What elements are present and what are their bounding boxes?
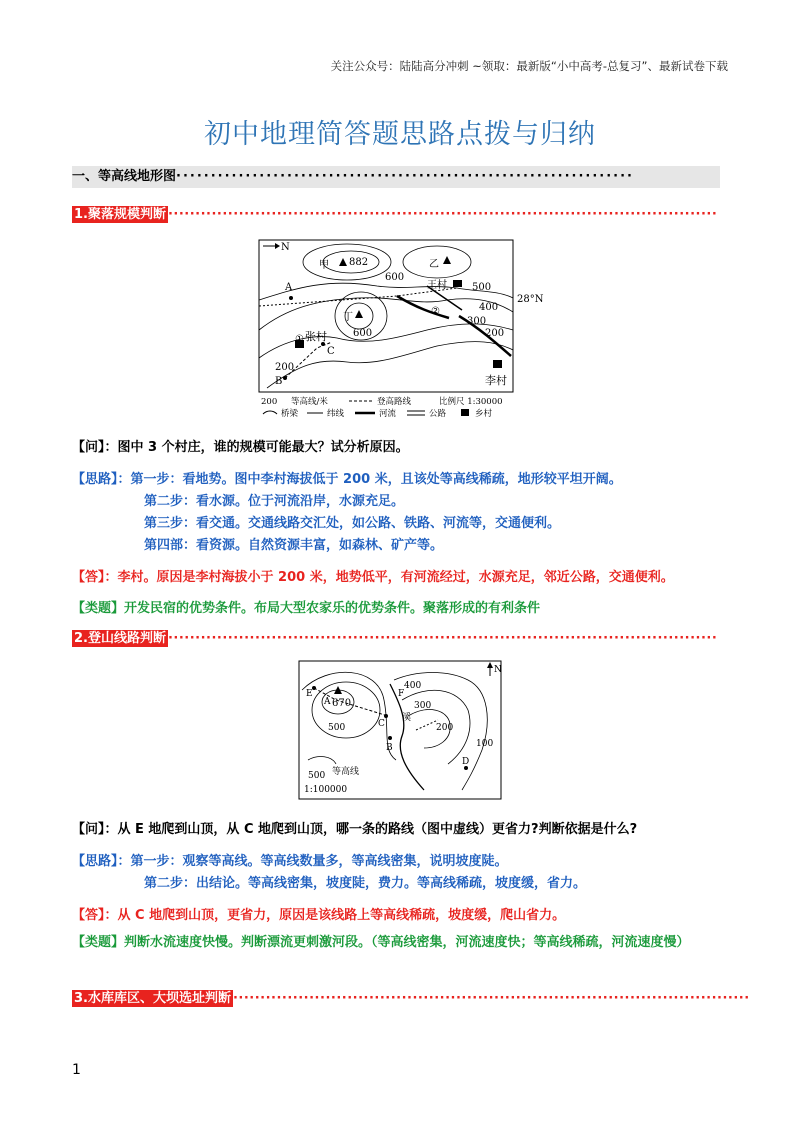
- map2-stream: 溪: [402, 713, 412, 723]
- legend-route: 登高路线: [377, 397, 412, 407]
- map-label-600a: 600: [385, 272, 405, 283]
- answer-2: 【答】：从 C 地爬到山顶，更省力，原因是该线路上等高线稀疏，坡度缓，爬山省力。: [72, 908, 566, 923]
- page-title: 初中地理简答题思路点拨与归纳: [204, 119, 596, 150]
- legend-200: 200: [261, 397, 278, 407]
- map-label-li: 李村: [485, 374, 507, 387]
- map2-100: 100: [476, 739, 494, 749]
- map-label-circ2: ②: [431, 306, 440, 317]
- map-label-b: B: [275, 376, 283, 387]
- map2-400: 400: [404, 681, 422, 691]
- step-2-2: 第二步：出结论。等高线密集，坡度陡，费力。等高线稀疏，坡度缓，省力。: [144, 876, 587, 891]
- thinking-label: 【思路】：: [72, 472, 131, 487]
- route-contour-map: [298, 660, 502, 800]
- map-label-200a: 200: [485, 328, 505, 339]
- subheading-label: 3.水库库区、大坝选址判断: [74, 991, 231, 1006]
- map-label-c: C: [327, 346, 335, 357]
- map2-north: N: [494, 665, 502, 675]
- map2-scale: 1:100000: [304, 785, 348, 795]
- subheading-label: 1.聚落规模判断: [74, 207, 166, 222]
- map-label-400: 400: [479, 302, 499, 313]
- map2-c: C: [378, 719, 385, 729]
- map-label-300: 300: [467, 316, 487, 327]
- map2-500: 500: [328, 723, 346, 733]
- map2-d: D: [462, 757, 470, 767]
- step-2-1: 第一步：观察等高线。等高线数量多，等高线密集，说明坡度陡。: [130, 854, 508, 869]
- thinking-label: 【思路】：: [72, 854, 131, 869]
- peak-icon: [339, 258, 347, 266]
- map2-f: F: [398, 689, 405, 699]
- map-label-882: 882: [349, 257, 369, 268]
- section-heading-text: 一、等高线地形图: [72, 169, 177, 184]
- map2-200: 200: [436, 723, 454, 733]
- step-1-3: 第三步：看交通。交通线路交汇处，如公路、铁路、河流等，交通便利。: [144, 516, 561, 531]
- question-2: 【问】：从 E 地爬到山顶，从 C 地爬到山顶，哪一条的路线（图中虚线）更省力?判断依据是什么?: [72, 822, 638, 837]
- map2-legend-txt: 等高线: [332, 767, 360, 777]
- section-heading-contour: 一、等高线地形图··································································: [72, 166, 720, 188]
- legend-bridge: 桥梁: [281, 409, 299, 419]
- map2-b: B: [386, 743, 393, 753]
- legend-scale: 比例尺 1:30000: [439, 397, 503, 407]
- map-label-yi: 乙: [429, 259, 439, 270]
- page-number: 1: [72, 1062, 81, 1078]
- map-label-wang: 王村: [427, 280, 447, 291]
- legend-contour: 等高线/米: [291, 397, 328, 407]
- subheading-label: 2.登山线路判断: [74, 631, 166, 646]
- map-label-600b: 600: [353, 328, 373, 339]
- legend-latline: 纬线: [327, 409, 345, 419]
- map-label-ding: 丁: [343, 312, 353, 323]
- subheading-reservoir: 3.水库库区、大坝选址判断 ·······························································································: [74, 991, 750, 1006]
- map-label-jia: 甲: [319, 260, 329, 271]
- step-1-1: 第一步：看地势。图中李村海拔低于 200 米，且该处等高线稀疏，地形较平坦开阔。: [130, 472, 622, 487]
- map-label-lat: 28°N: [517, 294, 544, 305]
- legend-river: 河流: [379, 409, 397, 419]
- map-label-500: 500: [472, 282, 492, 293]
- north-label: N: [281, 242, 290, 253]
- map-label-circ1: ①: [295, 334, 304, 345]
- thinking-1: [72, 468, 622, 487]
- legend-village: 乡村: [475, 409, 493, 419]
- village-icon: [453, 280, 462, 287]
- similar-2: 【类题】判断水流速度快慢。判断漂流更刺激河段。（等高线密集，河流速度快；等高线稀疏，河流速度慢）: [72, 935, 690, 950]
- legend-road: 公路: [429, 409, 447, 419]
- answer-1: 【答】：李村。原因是李村海拔小于 200 米，地势低平，有河流经过，水源充足，邻近公路，交通便利。: [72, 570, 674, 585]
- header-note: 关注公众号：陆陆高分冲刺 ~领取：最新版“小中高考-总复习”、最新试卷下载: [330, 59, 728, 73]
- question-1: 【问】：图中 3 个村庄，谁的规模可能最大？试分析原因。: [72, 440, 409, 455]
- step-1-4: 第四部：看资源。自然资源丰富，如森林、矿产等。: [144, 538, 444, 553]
- map-label-200b: 200: [275, 362, 295, 373]
- map-label-a: A: [285, 282, 293, 293]
- subheading-route: 2.登山线路判断 ·····································································································: [74, 631, 718, 646]
- settlement-contour-map: [257, 238, 549, 420]
- map2-legend-val: 500: [308, 771, 326, 781]
- map2-e: E: [306, 689, 313, 699]
- map2-a: A: [324, 697, 331, 707]
- map2-300: 300: [414, 701, 432, 711]
- similar-1: 【类题】开发民宿的优势条件。布局大型农家乐的优势条件。聚落形成的有利条件: [72, 601, 541, 616]
- step-1-2: 第二步：看水源。位于河流沿岸，水源充足。: [144, 494, 405, 509]
- map-label-zhang: 张村: [305, 330, 327, 343]
- map2-peak: 670: [332, 698, 352, 709]
- subheading-settlement: 1.聚落规模判断 ·····································································································: [74, 207, 718, 222]
- thinking-2: [72, 850, 508, 869]
